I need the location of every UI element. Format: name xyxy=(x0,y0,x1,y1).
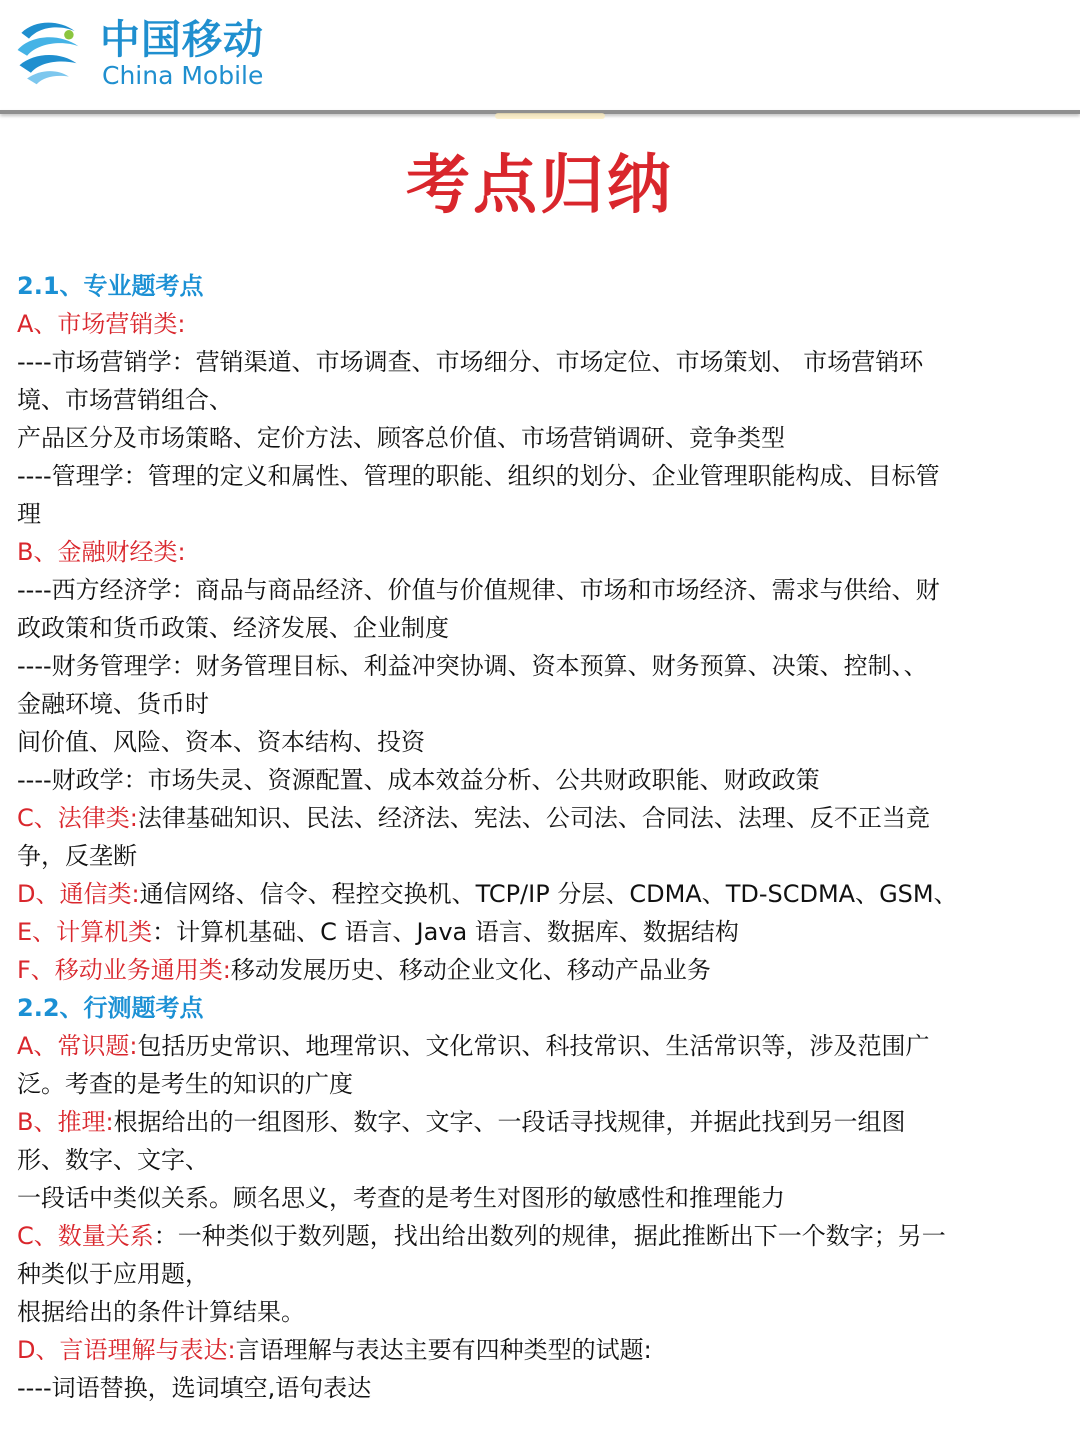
section-heading-text: 2.2、行测题考点 xyxy=(17,994,204,1022)
category-label: B、金融财经类: xyxy=(17,538,186,566)
category-line xyxy=(17,1027,1067,1065)
body-text-line: 理 xyxy=(17,500,41,528)
body-text-line: ----西方经济学：商品与商品经济、价值与价值规律、市场和市场经济、需求与供给、财 xyxy=(17,576,940,604)
category-label: F、移动业务通用类: xyxy=(17,956,231,984)
header xyxy=(0,0,1080,112)
body-text-line: 种类似于应用题， xyxy=(17,1260,209,1288)
category-label: C、法律类: xyxy=(17,804,138,832)
section-heading xyxy=(17,989,1067,1027)
category-label: B、推理: xyxy=(17,1108,114,1136)
body-text-line: 产品区分及市场策略、定价方法、顾客总价值、市场营销调研、竞争类型 xyxy=(17,424,785,452)
body-text-line: 一段话中类似关系。顾名思义，考查的是考生对图形的敏感性和推理能力 xyxy=(17,1184,785,1212)
category-line xyxy=(17,305,1067,343)
body-text-line: ----财政学：市场失灵、资源配置、成本效益分析、公共财政职能、财政政策 xyxy=(17,766,820,794)
category-text: 言语理解与表达主要有四种类型的试题: xyxy=(235,1336,652,1364)
body-text-line: ----财务管理学：财务管理目标、利益冲突协调、资本预算、财务预算、决策、控制、、 xyxy=(17,652,928,680)
category-line xyxy=(17,1331,1067,1369)
category-text: 根据给出的一组图形、数字、文字、一段话寻找规律，并据此找到另一组图 xyxy=(113,1108,906,1136)
body-text-line: 境、市场营销组合、 xyxy=(17,386,233,414)
category-line xyxy=(17,913,1067,951)
brand-name-chinese: 中国移动 xyxy=(100,17,264,63)
category-text: ：计算机基础、C 语言、Java 语言、数据库、数据结构 xyxy=(152,918,739,946)
body-text-line: 争，反垄断 xyxy=(17,842,137,870)
body-text-line: 形、数字、文字、 xyxy=(17,1146,209,1174)
category-line xyxy=(17,875,1067,913)
body-text-line: ----词语替换，选词填空,语句表达 xyxy=(17,1374,372,1402)
category-text: 通信网络、信令、程控交换机、TCP/IP 分层、CDMA、TD-SCDMA、GSM、 xyxy=(139,880,958,908)
category-label: A、常识题: xyxy=(17,1032,138,1060)
category-line xyxy=(17,1103,1067,1141)
body-text-line: 金融环境、货币时 xyxy=(17,690,209,718)
body-text-line: 根据给出的条件计算结果。 xyxy=(17,1298,305,1326)
category-label: A、市场营销类: xyxy=(17,310,186,338)
brand-name-english: China Mobile xyxy=(102,61,264,90)
body-text-line: ----市场营销学：营销渠道、市场调查、市场细分、市场定位、市场策划、 市场营销环 xyxy=(17,348,924,376)
header-glow-decoration xyxy=(495,113,605,119)
body-text-line: 政政策和货币政策、经济发展、企业制度 xyxy=(17,614,449,642)
category-text: 包括历史常识、地理常识、文化常识、科技常识、生活常识等，涉及范围广 xyxy=(137,1032,930,1060)
section-heading-text: 2.1、专业题考点 xyxy=(17,272,204,300)
category-text: 移动发展历史、移动企业文化、移动产品业务 xyxy=(230,956,711,984)
category-line xyxy=(17,799,1067,837)
china-mobile-logo-icon xyxy=(10,12,86,88)
category-text: ：一种类似于数列题，找出给出数列的规律，据此推断出下一个数字；另一 xyxy=(153,1222,946,1250)
page-title: 考点归纳 xyxy=(406,148,674,223)
category-label: D、通信类: xyxy=(17,880,140,908)
body-text-line: 泛。考查的是考生的知识的广度 xyxy=(17,1070,353,1098)
category-label: E、计算机类 xyxy=(17,918,153,946)
category-line xyxy=(17,951,1067,989)
body-text-line: 间价值、风险、资本、资本结构、投资 xyxy=(17,728,425,756)
category-line xyxy=(17,1217,1067,1255)
body-text-line: ----管理学：管理的定义和属性、管理的职能、组织的划分、企业管理职能构成、目标管 xyxy=(17,462,940,490)
category-line xyxy=(17,533,1067,571)
category-label: C、数量关系 xyxy=(17,1222,154,1250)
category-text: 法律基础知识、民法、经济法、宪法、公司法、合同法、法理、反不正当竞 xyxy=(137,804,930,832)
category-label: D、言语理解与表达: xyxy=(17,1336,236,1364)
content-body xyxy=(17,267,1067,1407)
section-heading xyxy=(17,267,1067,305)
